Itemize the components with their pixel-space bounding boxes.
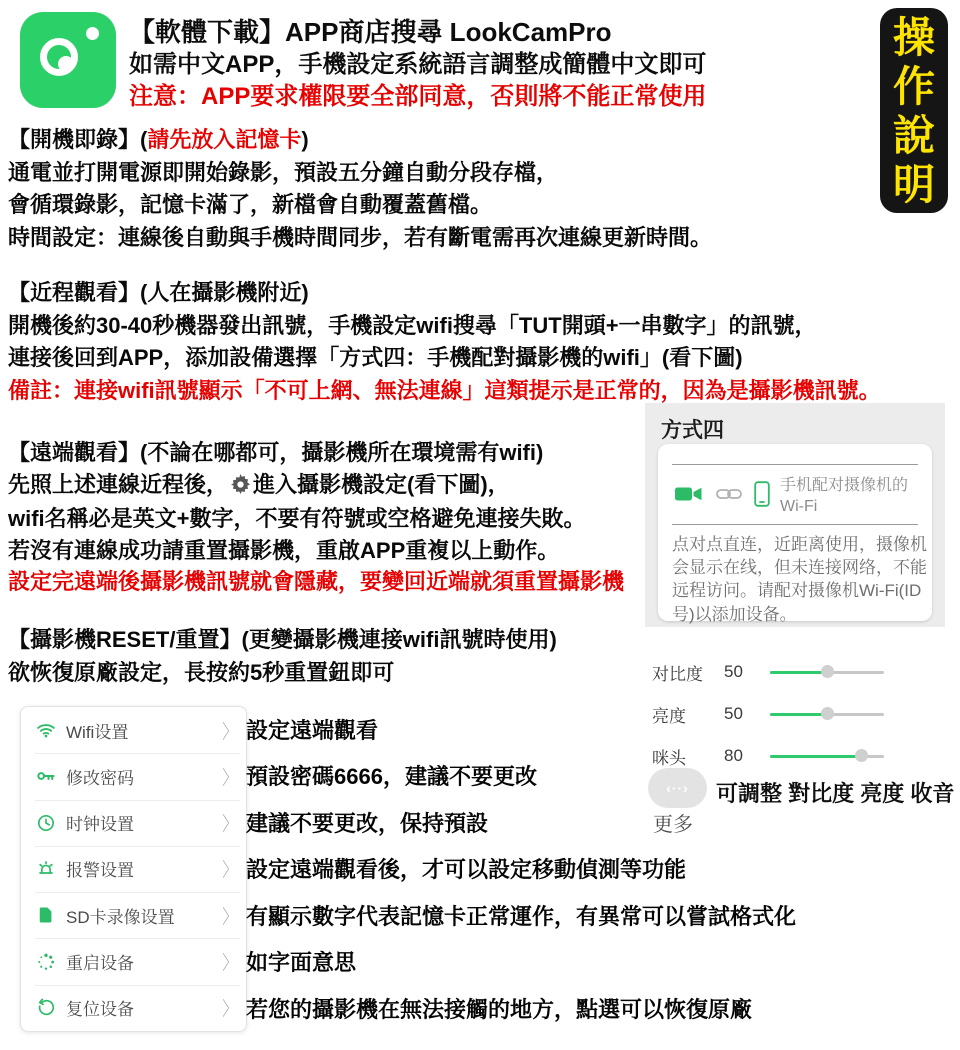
link-icon bbox=[716, 487, 742, 501]
method4-title: 方式四 bbox=[661, 419, 724, 442]
slider-label: 对比度 bbox=[652, 664, 703, 684]
lens-center-dot bbox=[58, 56, 74, 72]
section-remote-view bbox=[8, 437, 624, 598]
more-label: 更多 bbox=[653, 814, 693, 836]
lens-corner-dot bbox=[86, 27, 99, 40]
chevron-right-icon: 〉 bbox=[222, 814, 237, 836]
menu-item-description: 若您的攝影機在無法接觸的地方，點選可以恢復原廠 bbox=[246, 996, 753, 1022]
chevron-right-icon: 〉 bbox=[222, 953, 237, 975]
red-note: 備註：連接wifi訊號顯示「不可上網、無法連線」這類提示是正常的，因為是攝影機訊號。 bbox=[8, 377, 881, 403]
section-near-view bbox=[8, 277, 881, 407]
chevron-right-icon: 〉 bbox=[222, 721, 237, 743]
slider-knob[interactable] bbox=[821, 665, 834, 678]
gear-icon bbox=[230, 472, 251, 504]
body-line: 時間設定：連線後自動與手機時間同步，若有斷電需再次連線更新時間。 bbox=[8, 224, 713, 250]
method4-panel bbox=[645, 403, 945, 627]
menu-item-description: 有顯示數字代表記憶卡正常運作，有異常可以嘗試格式化 bbox=[246, 903, 797, 929]
chevron-right-icon: 〉 bbox=[222, 999, 237, 1021]
banner-char: 操 bbox=[892, 13, 935, 61]
slider-contrast[interactable] bbox=[652, 660, 884, 684]
menu-item-description: 設定遠端觀看後，才可以設定移動偵測等功能 bbox=[246, 857, 687, 883]
menu-item-label: SD卡录像设置 bbox=[66, 907, 175, 927]
menu-item-alarm[interactable] bbox=[21, 846, 246, 892]
red-note: 設定完遠端後攝影機訊號就會隱藏，要變回近端就須重置攝影機 bbox=[8, 569, 625, 594]
section-camera-reset bbox=[8, 623, 557, 689]
pair-wifi-label: 手机配对摄像机的 Wi-Fi bbox=[780, 477, 909, 515]
camcorder-icon bbox=[674, 484, 704, 504]
body-line: 會循環錄影，記憶卡滿了，新檔會自動覆蓋舊檔。 bbox=[8, 192, 493, 217]
menu-item-wifi[interactable] bbox=[21, 707, 246, 753]
reset-icon bbox=[36, 998, 56, 1018]
slider-label: 亮度 bbox=[652, 706, 686, 726]
chevron-right-icon: 〉 bbox=[222, 906, 237, 928]
method4-card[interactable] bbox=[658, 444, 932, 624]
divider bbox=[672, 524, 918, 525]
body-line: 欲恢復原廠設定，長按約5秒重置鈕即可 bbox=[8, 660, 395, 685]
menu-item-description: 設定遠端觀看 bbox=[246, 717, 379, 743]
sd-card-icon bbox=[36, 905, 56, 925]
slider-track[interactable] bbox=[770, 671, 884, 674]
permission-warning: 注意：APP要求權限要全部同意，否則將不能正常使用 bbox=[129, 83, 707, 110]
red-note: 請先放入記憶卡 bbox=[147, 127, 302, 152]
method4-icon-row bbox=[674, 474, 770, 514]
menu-descriptions bbox=[246, 706, 958, 1032]
body-line: 先照上述連線近程後， 進入攝影機設定(看下圖)， bbox=[8, 469, 624, 504]
section-heading: 【近程觀看】(人在攝影機附近) bbox=[8, 280, 309, 305]
settings-menu-card bbox=[20, 706, 247, 1032]
menu-item-description: 如字面意思 bbox=[246, 950, 357, 976]
title-subline: 如需中文APP，手機設定系統語言調整成簡體中文即可 bbox=[129, 51, 707, 78]
menu-item-label: 时钟设置 bbox=[66, 815, 134, 835]
slider-value: 50 bbox=[724, 662, 743, 681]
divider bbox=[672, 464, 918, 465]
key-icon bbox=[36, 766, 56, 786]
body-line: wifi名稱必是英文+數字，不要有符號或空格避免連接失敗。 bbox=[8, 506, 586, 531]
menu-item-clock[interactable] bbox=[21, 800, 246, 846]
banner-char: 作 bbox=[892, 62, 935, 110]
menu-item-description: 預設密碼6666，建議不要更改 bbox=[246, 764, 537, 790]
slider-fill bbox=[770, 671, 827, 674]
body-line: 若沒有連線成功請重置攝影機，重啟APP重複以上動作。 bbox=[8, 537, 560, 563]
menu-item-label: 报警设置 bbox=[66, 861, 134, 881]
menu-item-label: Wifi设置 bbox=[66, 722, 129, 742]
phone-icon bbox=[754, 481, 770, 507]
menu-item-description: 建議不要更改，保持預設 bbox=[246, 810, 489, 836]
body-line: 開機後約30-40秒機器發出訊號，手機設定wifi搜尋「TUT開頭+一串數字」的訊號， bbox=[8, 312, 817, 338]
body-line: 連接後回到APP，添加設備選擇「方式四：手機配對攝影機的wifi」(看下圖) bbox=[8, 345, 743, 370]
banner-char: 說 bbox=[892, 111, 935, 159]
menu-item-password[interactable] bbox=[21, 753, 246, 799]
restart-icon bbox=[36, 952, 56, 972]
chevron-right-icon: 〉 bbox=[222, 767, 237, 789]
menu-item-label: 修改密码 bbox=[66, 768, 134, 788]
wifi-icon bbox=[36, 720, 56, 740]
lookcam-app-icon bbox=[20, 12, 116, 108]
page-title: 【軟體下載】APP商店搜尋 LookCamPro bbox=[129, 17, 612, 47]
slider-value: 50 bbox=[724, 704, 743, 723]
menu-item-sd-record[interactable] bbox=[21, 892, 246, 938]
section-heading: 【攝影機RESET/重置】(更變攝影機連接wifi訊號時使用) bbox=[8, 627, 557, 652]
section-heading: 【遠端觀看】(不論在哪都可，攝影機所在環境需有wifi) bbox=[8, 440, 544, 465]
clock-icon bbox=[36, 813, 56, 833]
section-heading: 【開機即錄】(請先放入記憶卡) bbox=[8, 127, 309, 152]
section-record-on-boot bbox=[8, 124, 712, 254]
menu-item-restart[interactable] bbox=[21, 938, 246, 984]
slider-label: 咪头 bbox=[652, 748, 686, 768]
body-line: 通電並打開電源即開始錄影，預設五分鐘自動分段存檔， bbox=[8, 159, 559, 185]
chevron-right-icon: 〉 bbox=[222, 860, 237, 882]
banner-char: 明 bbox=[892, 160, 935, 208]
slider-value: 80 bbox=[724, 746, 743, 765]
camera-lens-icon bbox=[40, 38, 78, 76]
title-block bbox=[129, 16, 706, 113]
menu-item-label: 重启设备 bbox=[66, 954, 134, 974]
menu-item-reset[interactable] bbox=[21, 985, 246, 1031]
menu-item-label: 复位设备 bbox=[66, 1000, 134, 1020]
more-icon: ‹··› bbox=[666, 780, 689, 796]
alarm-icon bbox=[36, 859, 56, 879]
side-banner bbox=[880, 8, 948, 213]
adjust-note: 可調整 對比度 亮度 收音 bbox=[716, 781, 955, 806]
method4-description: 点对点直连，近距离使用，摄像机 会显示在线，但未连接网络，不能 远程访问。请配对摄像机Wi-Fi(ID 号)以添加设备。 bbox=[672, 535, 927, 624]
